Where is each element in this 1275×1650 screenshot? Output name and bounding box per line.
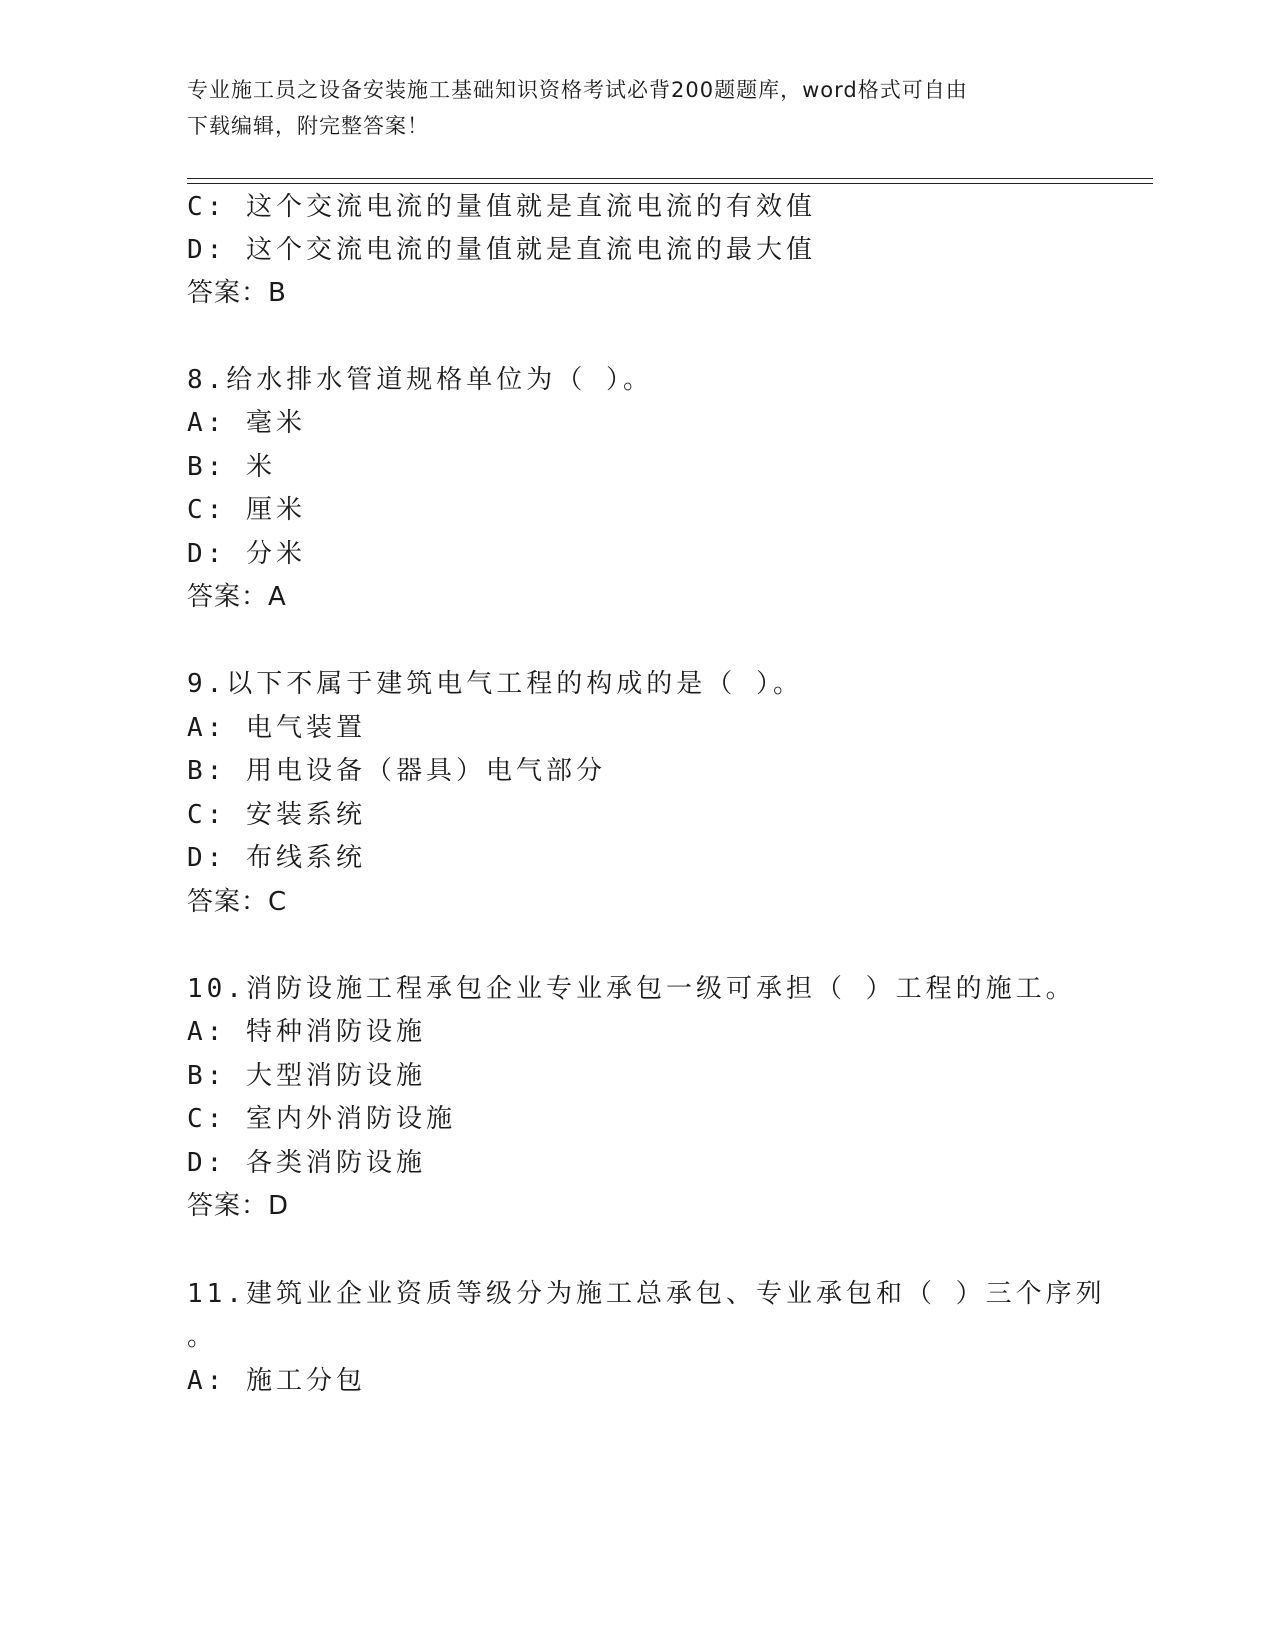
q8-option-c: C: 厘米	[187, 495, 306, 525]
q9-option-d: D: 布线系统	[187, 843, 366, 873]
q11-stem-line-1: 11.建筑业企业资质等级分为施工总承包、专业承包和（ ）三个序列	[187, 1279, 1106, 1309]
q8-answer: 答案：A	[187, 582, 287, 612]
q8-option-b: B: 米	[187, 452, 276, 482]
q10-stem: 10.消防设施工程承包企业专业承包一级可承担（ ）工程的施工。	[187, 974, 1076, 1004]
q11-option-a: A: 施工分包	[187, 1366, 366, 1396]
q9-stem: 9.以下不属于建筑电气工程的构成的是（ ）。	[187, 669, 803, 699]
q8-option-d: D: 分米	[187, 539, 306, 569]
q10-option-d: D: 各类消防设施	[187, 1148, 426, 1178]
q10-answer: 答案：D	[187, 1191, 290, 1221]
prev-option-d: D: 这个交流电流的量值就是直流电流的最大值	[187, 235, 816, 265]
q10-option-b: B: 大型消防设施	[187, 1061, 426, 1091]
header-line-2: 下载编辑，附完整答案！	[187, 114, 429, 138]
q9-option-a: A: 电气装置	[187, 713, 366, 743]
q9-answer: 答案：C	[187, 887, 288, 917]
q8-option-a: A: 毫米	[187, 408, 306, 438]
q10-option-c: C: 室内外消防设施	[187, 1104, 456, 1134]
q8-stem: 8.给水排水管道规格单位为（ ）。	[187, 365, 653, 395]
header-divider-top	[187, 178, 1153, 179]
prev-answer: 答案：B	[187, 278, 287, 308]
q10-option-a: A: 特种消防设施	[187, 1017, 426, 1047]
q9-option-b: B: 用电设备（器具）电气部分	[187, 756, 606, 786]
header-line-1: 专业施工员之设备安装施工基础知识资格考试必背200题题库，word格式可自由	[187, 78, 968, 102]
document-header	[187, 72, 1067, 144]
q9-option-c: C: 安装系统	[187, 800, 366, 830]
prev-option-c: C: 这个交流电流的量值就是直流电流的有效值	[187, 192, 816, 222]
header-divider-bottom	[187, 183, 1153, 184]
q11-stem-line-2: 。	[187, 1322, 218, 1352]
